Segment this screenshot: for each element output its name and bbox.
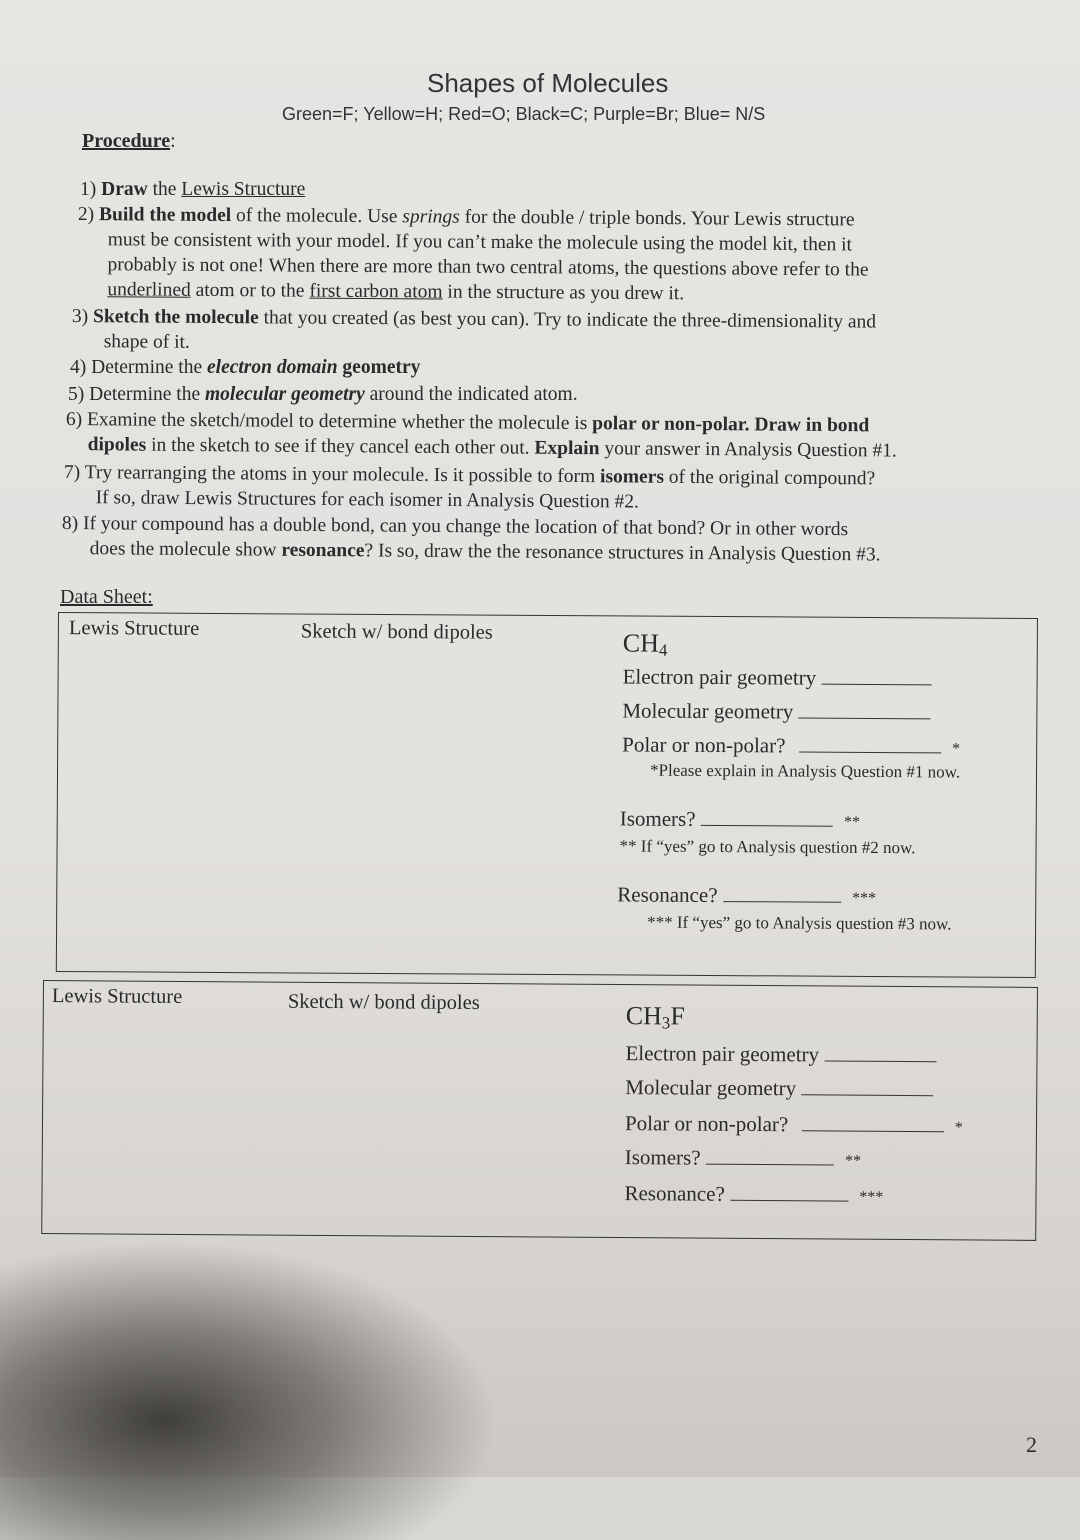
sketch-label-2: Sketch w/ bond dipoles <box>287 990 480 1015</box>
electron-pair-row-2: Electron pair geometry <box>625 1041 936 1068</box>
ch3f-formula: $CH_3F$ <box>625 1001 685 1033</box>
isomers-row-2: Isomers? ** <box>624 1145 862 1170</box>
lewis-structure-label-2: Lewis Structure <box>51 985 183 1008</box>
electron-pair-blank[interactable] <box>821 666 931 686</box>
isomers-note: ** If “yes” go to Analysis question #2 now. <box>619 836 916 858</box>
polar-blank[interactable] <box>799 734 941 754</box>
page-number: 2 <box>1026 1432 1037 1457</box>
electron-pair-blank-2[interactable] <box>824 1042 936 1062</box>
molecular-row: Molecular geometry <box>622 698 930 725</box>
step-2: 2) Build the model of the molecule. Use springs for the double / triple bonds. Your Lewis structure must be consistent with your model. If you can’t make the molecule using the model kit, then it probably is not one! When there are more than two central atoms, the questions above refer to the underlined atom or to the first carbon atom in the structure as you drew it. <box>77 203 869 305</box>
polar-note: *Please explain in Analysis Question #1 now. <box>649 760 961 782</box>
ch3f-data-box <box>41 980 1038 1241</box>
step-3: 3) Sketch the molecule that you created (as best you can). Try to indicate the three-dimensionality and shape of it. <box>71 305 877 353</box>
sketch-label: Sketch w/ bond dipoles <box>300 620 493 644</box>
polar-row: Polar or non-polar? * <box>622 732 961 758</box>
page-title: Shapes of Molecules <box>427 68 669 98</box>
ch4-data-box <box>56 612 1038 978</box>
step-7: 7) Try rearranging the atoms in your molecule. Is it possible to form isomers of the original compound? If so, draw Lewis Structures for each isomer in Analysis Question #2. <box>63 461 876 513</box>
step-6: 6) Examine the sketch/model to determine whether the molecule is polar or non-polar. Draw in bond dipoles in the sketch to see if they cancel each other out. Explain your answer in Analysis Question #1. <box>65 408 897 462</box>
polar-row-2: Polar or non-polar? * <box>624 1111 963 1137</box>
step-1: 1) Draw the Lewis Structure <box>80 179 306 200</box>
step-4: 4) Determine the electron domain geometry <box>70 357 421 378</box>
molecular-blank-2[interactable] <box>801 1076 933 1096</box>
procedure-heading: Procedure: <box>82 130 176 152</box>
isomers-row: Isomers? ** <box>619 806 861 831</box>
resonance-blank[interactable] <box>723 883 841 903</box>
color-key: Green=F; Yellow=H; Red=O; Black=C; Purple=Br; Blue= N/S <box>282 104 766 124</box>
step-8: 8) If your compound has a double bond, can you change the location of that bond? Or in other words does the molecule show resonance? Is so, draw the the resonance structures in Analysis Question #3. <box>61 512 881 566</box>
molecular-blank[interactable] <box>798 700 930 720</box>
data-sheet-heading: Data Sheet: <box>60 586 153 608</box>
resonance-note: *** If “yes” go to Analysis question #3 now. <box>647 912 952 934</box>
polar-blank-2[interactable] <box>802 1112 944 1132</box>
step-5: 5) Determine the molecular geometry around the indicated atom. <box>68 384 578 405</box>
lewis-structure-label: Lewis Structure <box>68 617 200 640</box>
resonance-blank-2[interactable] <box>730 1182 848 1202</box>
resonance-row: Resonance? *** <box>617 882 877 908</box>
isomers-blank[interactable] <box>701 807 833 827</box>
resonance-row-2: Resonance? *** <box>624 1181 884 1206</box>
electron-pair-row: Electron pair geometry <box>623 664 932 691</box>
ch4-formula: $CH_4$ <box>622 628 668 660</box>
isomers-blank-2[interactable] <box>706 1146 834 1166</box>
molecular-row-2: Molecular geometry <box>625 1075 933 1102</box>
